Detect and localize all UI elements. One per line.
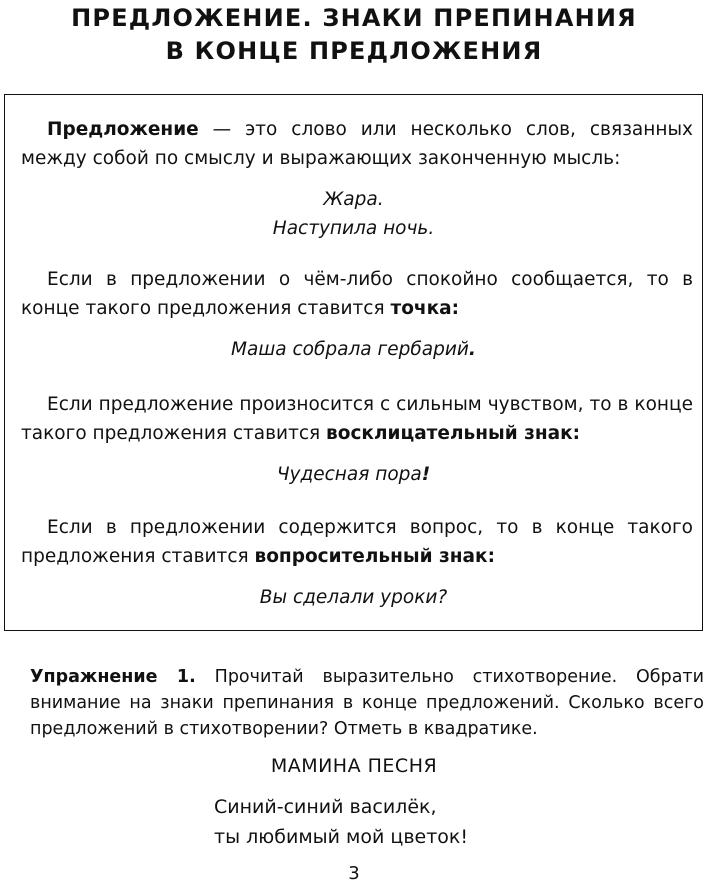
- definition-paragraph: [21, 115, 693, 173]
- period-rule-term: точка:: [390, 298, 460, 319]
- exercise-paragraph: [30, 664, 704, 742]
- period-example: [5, 335, 702, 365]
- exclamation-rule-text: Если предложение произносится с сильным чувством, то в конце такого предложения ставится: [21, 394, 693, 444]
- exclamation-example: [5, 460, 702, 490]
- page-title: [0, 2, 708, 68]
- definition-example-2: Наступила ночь.: [272, 218, 435, 239]
- exclamation-rule-term: восклицательный знак:: [326, 423, 581, 444]
- definition-example-1: Жара.: [323, 189, 384, 210]
- question-example: [5, 583, 702, 613]
- exclamation-rule-paragraph: [21, 390, 693, 448]
- poem-line-2: ты любимый мой цветок!: [214, 826, 468, 848]
- poem-body: [214, 792, 468, 852]
- definition-term: Предложение: [47, 119, 199, 140]
- period-rule-paragraph: [21, 265, 693, 323]
- page-number: 3: [348, 863, 360, 884]
- question-rule-term: вопросительный знак:: [254, 546, 495, 567]
- title-line-1: ПРЕДЛОЖЕНИЕ. ЗНАКИ ПРЕПИНАНИЯ: [71, 4, 637, 32]
- title-line-2: В КОНЦЕ ПРЕДЛОЖЕНИЯ: [165, 37, 543, 65]
- poem-line-1: Синий-синий василёк,: [214, 796, 437, 818]
- definition-text: — это слово или несколько слов, связанных между собой по смыслу и выражающих законченную мысль:: [21, 119, 693, 169]
- period-rule-text: Если в предложении о чём-либо спокойно сообщается, то в конце такого предложения ставится: [21, 269, 693, 319]
- poem-title: МАМИНА ПЕСНЯ: [270, 755, 438, 777]
- question-example-mark: ?: [437, 587, 448, 608]
- rule-box: [4, 94, 703, 631]
- period-example-mark: .: [468, 339, 476, 360]
- question-rule-paragraph: [21, 513, 693, 571]
- exclamation-example-mark: !: [421, 464, 431, 485]
- question-rule-text: Если в предложении содержится вопрос, то в конце такого предложения ставится: [21, 517, 693, 567]
- question-example-text: Вы сделали уроки: [259, 587, 438, 608]
- exercise-text: Прочитай выразительно стихотворение. Обрати внимание на знаки препинания в конце предложений. Сколько всего предложений в стихотворении? Отметь в квадратике.: [30, 667, 704, 739]
- exercise-label: Упражнение 1.: [30, 667, 196, 687]
- period-example-text: Маша собрала гербарий: [231, 339, 469, 360]
- exclamation-example-text: Чудесная пора: [276, 464, 422, 485]
